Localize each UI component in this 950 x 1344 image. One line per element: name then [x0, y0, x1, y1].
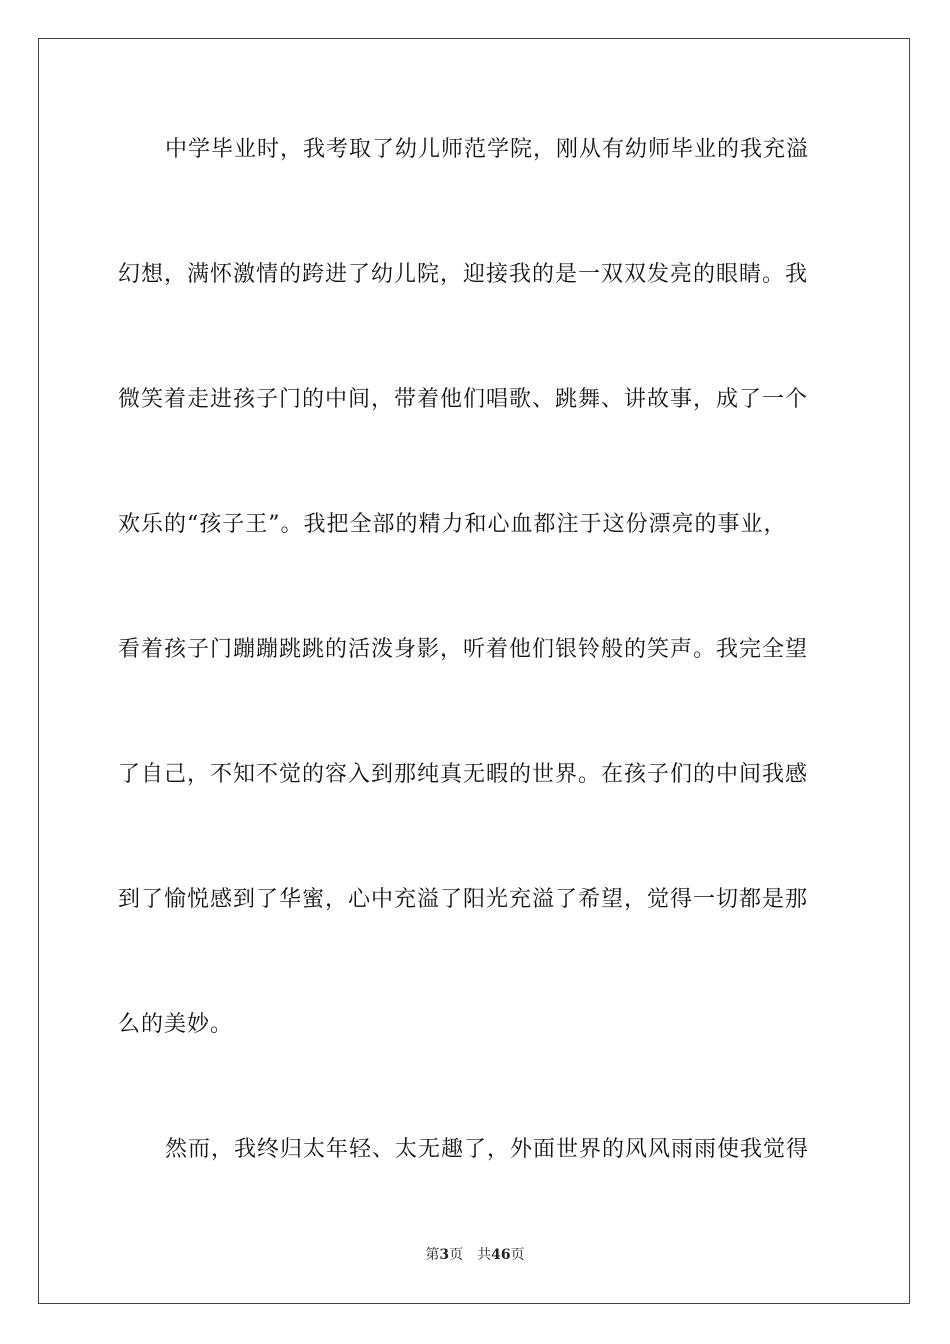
page-suffix: 页 [449, 1247, 464, 1263]
paragraph-1-line-8: 么的美妙。 [118, 1012, 234, 1037]
paragraph-1-line-4: 欢乐的“孩子王”。我把全部的精力和心血都注于这份漂亮的事业， [118, 512, 787, 537]
page-footer [0, 1244, 950, 1264]
page-prefix: 第 [425, 1247, 440, 1263]
paragraph-1-line-6: 了自己，不知不觉的容入到那纯真无暇的世界。在孩子们的中间我感 [118, 762, 809, 787]
paragraph-1-line-1: 中学毕业时，我考取了幼儿师范学院，刚从有幼师毕业的我充溢 [165, 137, 810, 162]
current-page-number: 3 [439, 1247, 450, 1263]
total-page-count: 46 [491, 1247, 511, 1263]
document-body [118, 128, 834, 1253]
paragraph-1-line-5: 看着孩子门蹦蹦跳跳的活泼身影，听着他们银铃般的笑声。我完全望 [118, 637, 809, 662]
total-prefix: 共 [477, 1247, 492, 1263]
paragraph-2-line-1: 然而，我终归太年轻、太无趣了，外面世界的风风雨雨使我觉得 [165, 1137, 810, 1162]
total-suffix: 页 [510, 1247, 525, 1263]
paragraph-1-line-3: 微笑着走进孩子门的中间，带着他们唱歌、跳舞、讲故事，成了一个 [118, 387, 809, 412]
paragraph-1-line-2: 幻想，满怀激情的跨进了幼儿院，迎接我的是一双双发亮的眼睛。我 [118, 262, 809, 287]
paragraph-1-line-7: 到了愉悦感到了华蜜，心中充溢了阳光充溢了希望，觉得一切都是那 [118, 887, 809, 912]
